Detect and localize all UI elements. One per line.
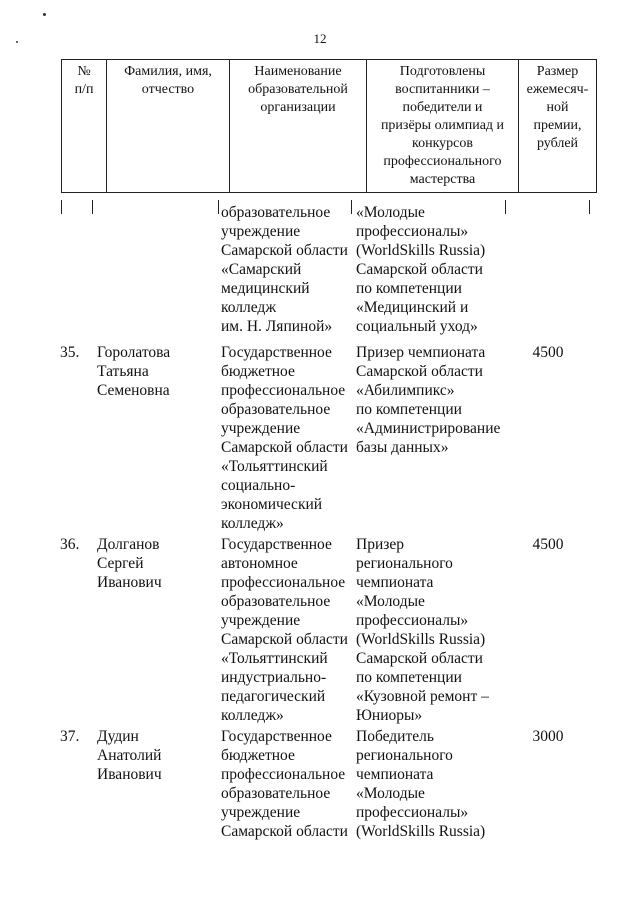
scan-speck [43,13,46,16]
row-full-name: Долганов Сергей Иванович [97,536,162,591]
row-number: 37. [60,728,80,745]
row-prize: 4500 [532,344,564,361]
header-number: № п/п [62,60,107,193]
row-achievement: Призер чемпионата Самарской области «Абилимпикс» по компетенции «Администрирование базы данных» [356,344,501,456]
row-full-name: Дудин Анатолий Иванович [97,728,162,783]
column-divider [351,200,352,214]
row-number: 35. [60,344,80,361]
row-achievement: Победитель регионального чемпионата «Молодые профессионалы» (WorldSkills Russia) [356,728,486,840]
table-header [61,59,597,193]
row-prize: 4500 [532,536,564,553]
row-organization: Государственное автономное профессиональное образовательное учреждение Самарской области «Тольяттинский индустриально- педагогический колледж» [221,536,348,724]
header-organization: Наименование образовательной организации [230,60,367,193]
table-header-row [62,60,597,193]
row-organization: Государственное бюджетное профессиональное образовательное учреждение Самарской области «Тольяттинский социально- экономический колледж» [221,344,348,532]
header-prize: Размер ежемесяч- ной премии, рублей [519,60,597,193]
header-achievement: Подготовлены воспитанники – победители и призёры олимпиад и конкурсов профессионального мастерства [367,60,519,193]
column-divider [505,200,506,214]
column-divider [61,200,62,214]
column-divider [218,200,219,214]
page-number: 12 [313,31,327,46]
column-divider [92,200,93,214]
row-organization: Государственное бюджетное профессиональное образовательное учреждение Самарской области [221,728,348,840]
continuation-achievement: «Молодые профессионалы» (WorldSkills Russia) Самарской области по компетенции «Медицинский и социальный уход» [356,204,486,335]
header-full-name: Фамилия, имя, отчество [107,60,230,193]
row-prize: 3000 [532,728,564,745]
continuation-organization: образовательное учреждение Самарской области «Самарский медицинский колледж им. Н. Ляпиной» [221,204,348,335]
row-full-name: Горолатова Татьяна Семеновна [97,344,171,399]
row-number: 36. [60,536,80,553]
row-achievement: Призер регионального чемпионата «Молодые профессионалы» (WorldSkills Russia) Самарской области по компетенции «Кузовной ремонт – Юниоры» [356,536,489,724]
column-divider [589,200,590,214]
